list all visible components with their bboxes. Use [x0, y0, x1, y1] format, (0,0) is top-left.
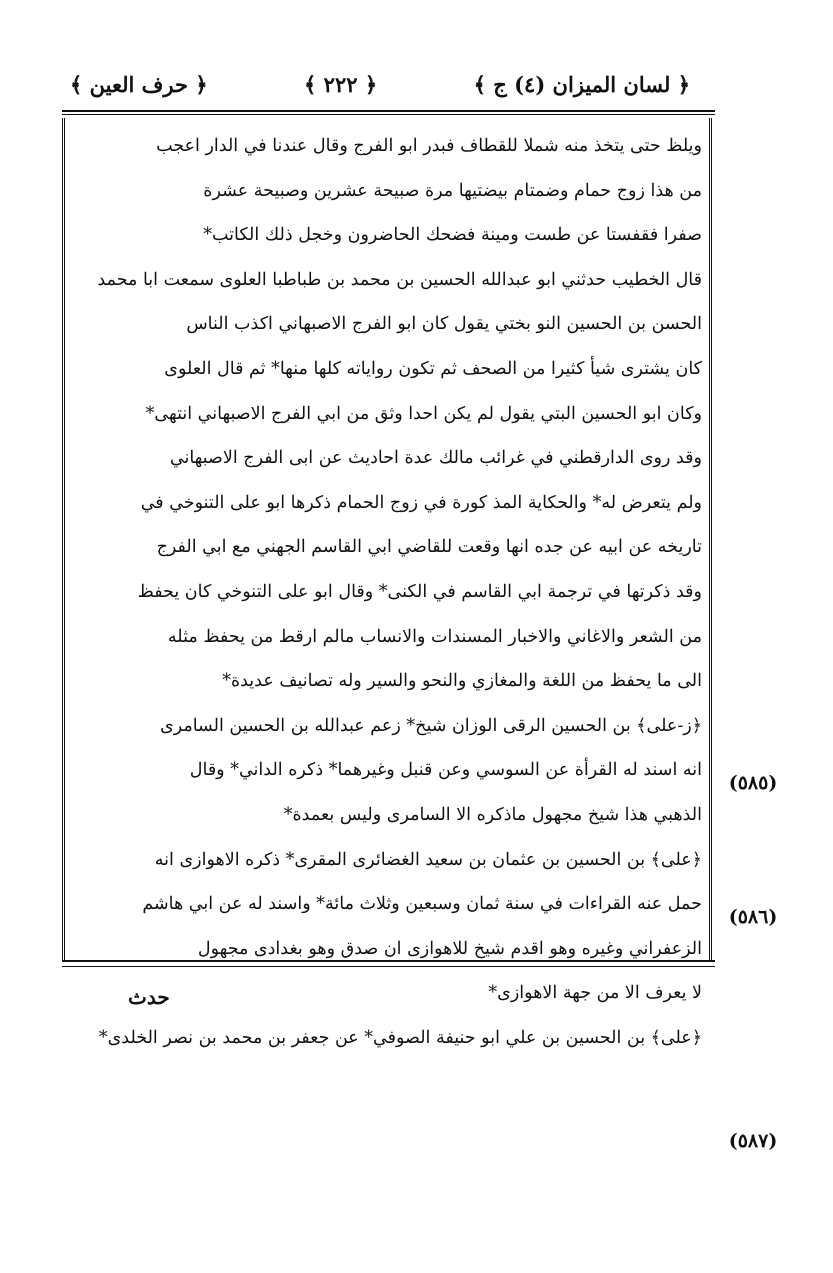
text-line: ويلظ حتى يتخذ منه شملا للقطاف فبدر ابو الفرج وقال عندنا في الدار اعجب: [156, 136, 702, 156]
text-line: وقد ذكرتها في ترجمة ابي القاسم في الكنى* وقال ابو على التنوخي كان يحفظ: [137, 581, 702, 602]
text-line: تاريخه عن ابيه عن جده انها وقعت للقاضي ابي القاسم الجهني مع ابي الفرج: [156, 537, 702, 558]
header-rule-thin: [62, 114, 715, 115]
text-line: الى ما يحفظ من اللغة والمغازي والنحو والسير وله تصانيف عديدة*: [222, 671, 702, 692]
text-line: من الشعر والاغاني والاخبار المسندات والانساب مالم ارقط من يحفظ مثله: [167, 626, 702, 647]
section-title: ﴿ حرف العين ﴾: [70, 71, 208, 97]
text-line: ولم يتعرض له* والحكاية المذ كورة في زوج الحمام ذكرها ابو على التنوخي في: [140, 492, 702, 513]
text-line: ﴿ز-على﴾ بن الحسين الرقى الوزان شيخ* زعم عبدالله بن الحسين السامرى: [160, 715, 702, 736]
text-line: ﴿على﴾ بن الحسين بن علي ابو حنيفة الصوفي* عن جعفر بن محمد بن نصر الخلدى*: [98, 1027, 702, 1048]
text-line: لا يعرف الا من جهة الاهوازى*: [488, 983, 702, 1004]
entry-number: (٥٨٦): [728, 906, 778, 928]
text-line: ﴿على﴾ بن الحسين بن عثمان بن سعيد الغضائرى المقرى* ذكره الاهوازى انه: [154, 849, 702, 870]
text-line: الزعفراني وغيره وهو اقدم شيخ للاهوازى ان صدق وهو بغدادى مجهول: [197, 938, 702, 959]
text-line: قال الخطيب حدثني ابو عبدالله الحسين بن محمد بن طباطبا العلوى سمعت ابا محمد: [97, 269, 702, 290]
text-line: الحسن بن الحسين النو بختي يقول كان ابو الفرج الاصبهاني اكذب الناس: [186, 314, 702, 335]
page-number: ﴿ ٢٢٢ ﴾: [304, 71, 378, 97]
book-title: ﴿ لسان الميزان (٤) ج ﴾: [473, 71, 690, 97]
text-line: كان يشترى شيأ كثيرا من الصحف ثم تكون رواياته كلها منها* ثم قال العلوى: [164, 358, 702, 379]
text-line: الذهبي هذا شيخ مجهول ماذكره الا السامرى وليس بعمدة*: [283, 804, 702, 825]
frame-bottom-rule-thin: [62, 966, 715, 967]
text-line: وكان ابو الحسين البتي يقول لم يكن احدا وثق من ابي الفرج الاصبهاني انتهى*: [145, 403, 702, 424]
catchword: حدث: [128, 985, 170, 1009]
text-line: وقد روى الدارقطني في غرائب مالك عدة احاديث عن ابى الفرج الاصبهاني: [169, 448, 702, 469]
header-rule: [62, 110, 715, 112]
frame-bottom-rule: [62, 960, 715, 962]
text-line: من هذا زوج حمام وضمتام بيضتيها مرة صبيحة عشرين وصبيحة عشرة: [203, 180, 702, 201]
main-text: [80, 124, 702, 1060]
entry-number: (٥٨٥): [728, 772, 778, 794]
text-line: حمل عنه القراءات في سنة ثمان وسبعين وثلاث مائة* واسند له عن ابي هاشم: [142, 894, 702, 915]
text-line: صفرا فقفستا عن طست ومينة فضحك الحاضرون وخجل ذلك الكاتب*: [203, 225, 702, 246]
page-header: [70, 62, 690, 106]
entry-number: (٥٨٧): [728, 1130, 778, 1152]
text-line: انه اسند له القرأة عن السوسي وعن قنبل وغيرهما* ذكره الداني* وقال: [189, 760, 702, 781]
